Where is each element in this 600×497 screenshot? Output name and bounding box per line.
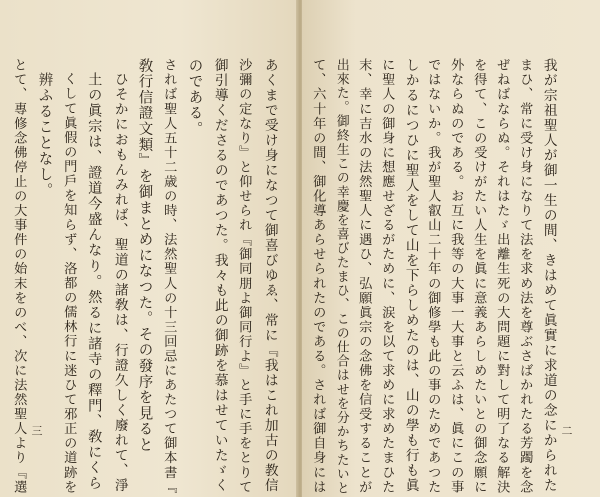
text-column: 敎行信證文類』を御まとめになつた。その發序を見ると bbox=[136, 58, 153, 453]
text-column: のである。 bbox=[186, 58, 203, 137]
quote-column: 土の眞宗は、證道今盛んなり。然るに諸寺の釋門、敎にくら bbox=[86, 72, 103, 492]
text-column: に聖人の御身に想應せざるがために、涙を以て求めに求めたまひた bbox=[379, 58, 395, 495]
text-column: されば聖人五十二歳の時、法然聖人の十三回忌にあたつて御本書『 bbox=[161, 58, 177, 495]
text-column: ではないか。我が聖人叡山二十年の御修學も此の事のためであつた bbox=[425, 58, 441, 495]
text-column: 出來た。御終生この幸慶を喜びたまひ、この仕合はせを分かちたいと bbox=[333, 58, 349, 496]
text-column: 我が宗祖聖人が御一生の間、きはめて眞實に求道の念にかられた bbox=[540, 58, 557, 493]
text-column: あくまで受け身になつて御喜びゆゑ、常に『我はこれ加古の教信 bbox=[261, 58, 278, 493]
text-column: とて、專修念佛停止の大事件の始末をのべ、次に法然聖人より『選 bbox=[11, 58, 27, 495]
quote-column: くして眞假の門戶を知らず、洛都の儒林行に迷ひて邪正の道跡を bbox=[61, 72, 77, 495]
text-column: て、六十年の間、御化導あらせられたのである。されば御自身には bbox=[310, 58, 326, 495]
left-page bbox=[0, 0, 298, 497]
text-column: 外ならぬのである。お互に我等の大事一大事と云ふは、眞にこの事 bbox=[448, 58, 464, 495]
text-column: を得て、この受けがたい人生を眞に意義あらしめたいとの御念願に bbox=[471, 58, 487, 495]
page-number-left: 三 bbox=[30, 425, 43, 436]
text-column: ぜねばならぬ。それはたゞ出離生死の大問題に對して明了なる解決 bbox=[494, 58, 510, 495]
text-column: 沙彌の定なり』と仰せられ『御同朋よ御同行よ』と手に手をとりて bbox=[236, 58, 252, 495]
quote-column: ひそかにおもんみれば、聖道の諸敎は、行證久しく廢れて、淨 bbox=[111, 72, 128, 494]
right-page bbox=[302, 0, 600, 497]
page-number-right: 二 bbox=[560, 425, 573, 436]
text-column: 末、幸に吉水の法然聖人に遇ひ、弘願眞宗の念佛を信受することが bbox=[356, 58, 372, 495]
quote-column: 辨ふることなし。 bbox=[36, 72, 53, 199]
text-column: 御引導くださるのであつた。我々も此の御跡を慕はせていたゞく bbox=[211, 58, 228, 493]
text-column: しかるにつひに聖人をして山を下らしめたのは、山の學も行も眞 bbox=[402, 58, 419, 493]
text-column: まひ、常に受け身になりて法を求め法を尊ぶさばかれたる芳躅を念 bbox=[517, 58, 533, 495]
